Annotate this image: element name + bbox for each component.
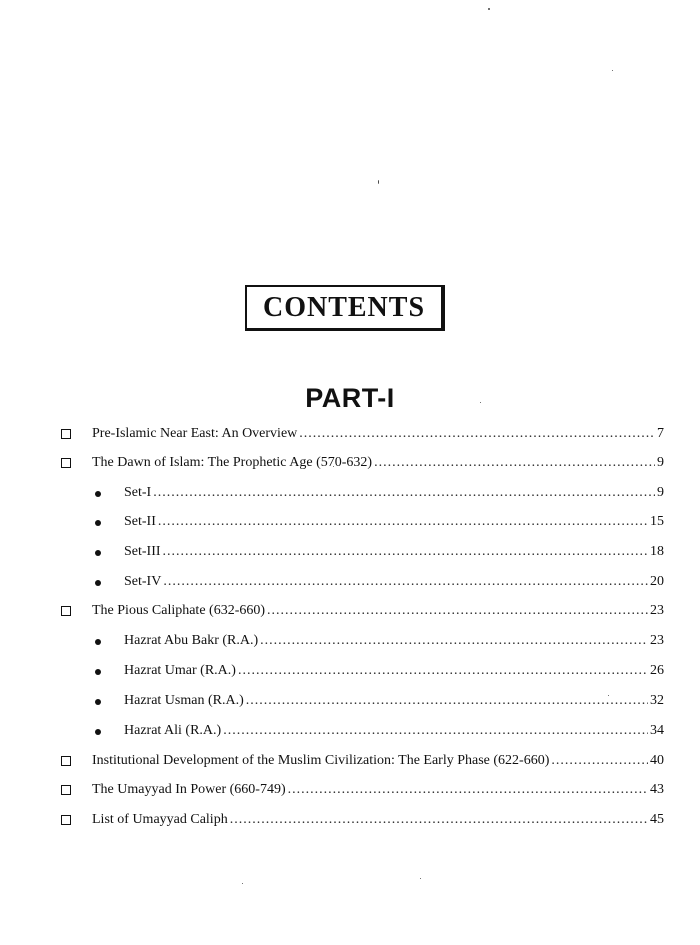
toc-subentry[interactable] <box>124 541 664 563</box>
dot-leader <box>288 779 648 801</box>
toc-entry-title: Set-II <box>124 514 156 529</box>
toc-entry-title: The Umayyad In Power (660-749) <box>92 782 286 797</box>
scan-speck <box>420 878 421 879</box>
dot-leader <box>267 600 648 622</box>
dot-leader <box>163 541 648 563</box>
checkbox-icon <box>61 785 71 795</box>
toc-entry-title: Set-IV <box>124 574 162 589</box>
bullet-icon <box>95 669 101 675</box>
toc-page-number: 20 <box>650 574 664 589</box>
bullet-icon <box>95 491 101 497</box>
toc-entry-title: Set-III <box>124 544 161 559</box>
toc-entry[interactable] <box>92 809 664 831</box>
dot-leader <box>153 482 655 504</box>
toc-page-number: 9 <box>657 455 664 470</box>
toc-page-number: 23 <box>650 633 664 648</box>
checkbox-icon <box>61 429 71 439</box>
scan-speck <box>488 8 490 10</box>
contents-title: CONTENTS <box>262 291 426 323</box>
dot-leader <box>223 720 648 742</box>
toc-subentry[interactable] <box>124 660 664 682</box>
toc-entry-title: Hazrat Ali (R.A.) <box>124 723 222 738</box>
dot-leader <box>299 423 655 445</box>
toc-page-number: 32 <box>650 693 664 708</box>
scan-speck <box>242 883 243 884</box>
toc-entry-title: The Dawn of Islam: The Prophetic Age (570-632) <box>92 455 373 470</box>
toc-entry-title: Set-I <box>124 485 152 500</box>
dot-leader <box>260 630 648 652</box>
toc-entry[interactable] <box>92 750 664 772</box>
bullet-icon <box>95 550 101 556</box>
dot-leader <box>246 690 648 712</box>
checkbox-icon <box>61 756 71 766</box>
toc-subentry[interactable] <box>124 511 664 533</box>
bullet-icon <box>95 520 101 526</box>
toc-page-number: 45 <box>650 812 664 827</box>
toc-entry-title: Hazrat Umar (R.A.) <box>124 663 236 678</box>
toc-page-number: 9 <box>657 485 664 500</box>
bullet-icon <box>95 729 101 735</box>
toc-page-number: 34 <box>650 723 664 738</box>
checkbox-icon <box>61 458 71 468</box>
part-heading: PART-I <box>305 383 395 413</box>
toc-entry-title: Pre-Islamic Near East: An Overview <box>92 426 298 441</box>
scan-speck <box>612 70 613 71</box>
toc-subentry[interactable] <box>124 571 664 593</box>
dot-leader <box>163 571 648 593</box>
bullet-icon <box>95 639 101 645</box>
toc-entry[interactable] <box>92 600 664 622</box>
toc-page-number: 23 <box>650 603 664 618</box>
bullet-icon <box>95 699 101 705</box>
contents-heading-box <box>245 285 445 331</box>
toc-entry[interactable] <box>92 779 664 801</box>
toc-entry-title: The Pious Caliphate (632-660) <box>92 603 266 618</box>
toc-entry-title: Hazrat Abu Bakr (R.A.) <box>124 633 259 648</box>
toc-subentry[interactable] <box>124 630 664 652</box>
dot-leader <box>238 660 648 682</box>
toc-subentry[interactable] <box>124 482 664 504</box>
toc-subentry[interactable] <box>124 690 664 712</box>
toc-page-number: 40 <box>650 753 664 768</box>
toc-page-number: 26 <box>650 663 664 678</box>
toc-entry-title: List of Umayyad Caliph <box>92 812 228 827</box>
scan-speck <box>378 180 379 184</box>
checkbox-icon <box>61 815 71 825</box>
toc-entry-title: Institutional Development of the Muslim Civilization: The Early Phase (622-660) <box>92 753 550 768</box>
toc-entry-title: Hazrat Usman (R.A.) <box>124 693 244 708</box>
toc-page-number: 15 <box>650 514 664 529</box>
toc-entry[interactable] <box>92 423 664 445</box>
toc-subentry[interactable] <box>124 720 664 742</box>
checkbox-icon <box>61 606 71 616</box>
dot-leader <box>230 809 648 831</box>
bullet-icon <box>95 580 101 586</box>
toc-entry[interactable] <box>92 452 664 474</box>
toc-page-number: 18 <box>650 544 664 559</box>
toc-page-number: 7 <box>657 426 664 441</box>
toc-page-number: 43 <box>650 782 664 797</box>
dot-leader <box>374 452 655 474</box>
dot-leader <box>551 750 648 772</box>
dot-leader <box>158 511 648 533</box>
